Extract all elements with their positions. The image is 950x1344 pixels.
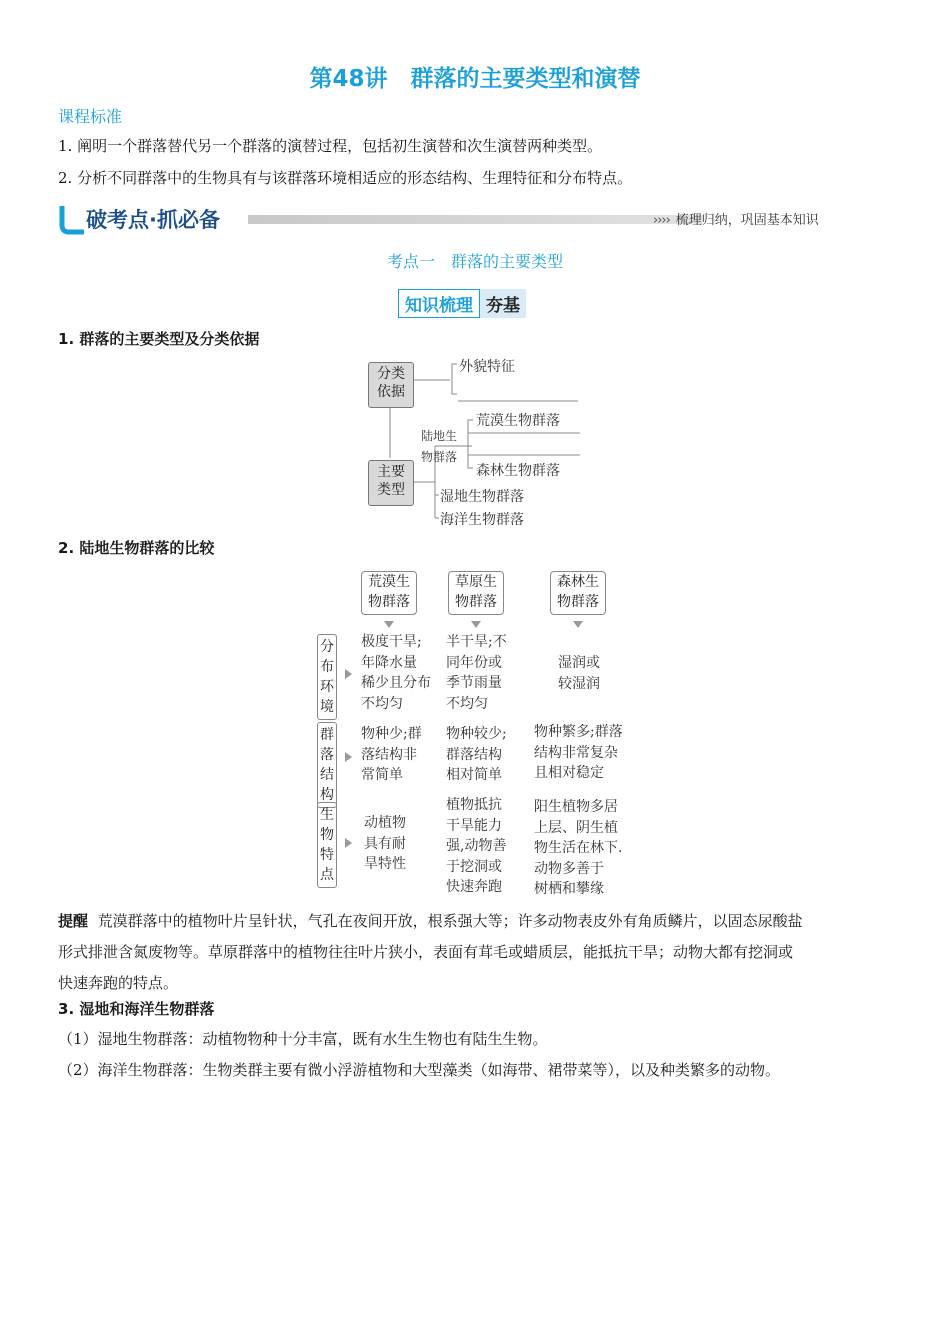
col-desert-l2: 物群落 [368, 594, 410, 610]
basis-appearance: 外貌特征 [459, 359, 515, 375]
cell-text: 群落结构 [446, 746, 502, 763]
cell-text: 树栖和攀缘 [534, 881, 604, 897]
cell-text: 动物多善于 [534, 860, 604, 877]
cell-text: 相对简单 [446, 767, 502, 783]
cell-text: 湿润或 [558, 655, 600, 671]
arrow-down-icon [573, 621, 583, 628]
cell-text: 半干旱;不 [446, 634, 507, 650]
row1-label-c1: 分 [320, 639, 334, 655]
cell-forest-environment [558, 653, 600, 694]
cell-text: 季节雨量 [446, 675, 502, 691]
cell-text: 稀少且分布 [361, 675, 431, 691]
cell-text: 快速奔跑 [446, 879, 502, 895]
node-classification-basis [368, 362, 414, 408]
banner-label: 破考点·抓必备 [86, 208, 220, 232]
cell-text: 物种少;群 [361, 726, 422, 742]
cell-desert-environment [361, 632, 431, 714]
note-line-3: 快速奔跑的特点。 [58, 974, 179, 992]
row1-label-c2: 布 [320, 659, 334, 675]
cell-text: 强,动物善 [446, 838, 507, 854]
row2-label-c2: 落 [320, 747, 334, 763]
cell-text: 于挖洞或 [446, 858, 502, 875]
col-forest [550, 571, 606, 615]
cell-grassland-characteristics [446, 795, 506, 898]
cell-text: 落结构非 [361, 746, 417, 763]
row2-label-c3: 结 [320, 767, 334, 783]
cell-text: 极度干旱; [361, 634, 422, 650]
row2-label-c1: 群 [320, 727, 334, 743]
note-line-2: 形式排泄含氮废物等。草原群落中的植物往往叶片狭小，表面有茸毛或蜡质层，能抵抗干旱；动物大都有挖洞或 [58, 943, 794, 961]
cell-text: 且相对稳定 [534, 765, 604, 781]
cell-text: 不均匀 [361, 695, 403, 712]
cell-text: 物种繁多;群落 [534, 724, 623, 740]
cell-text: 干旱能力 [446, 817, 502, 834]
cell-text: 旱特性 [364, 856, 406, 872]
banner-hook-icon [58, 203, 88, 235]
cell-text: 上层、阴生植 [534, 819, 618, 836]
banner-bar [248, 215, 703, 224]
node-types-line1: 主要 [377, 464, 405, 480]
node-basis-line1: 分类 [377, 366, 405, 382]
cell-text: 阳生植物多居 [534, 799, 618, 815]
row3-label-c2: 物 [320, 827, 334, 843]
arrow-right-icon [345, 838, 352, 848]
part2-heading [58, 537, 214, 558]
cell-desert-characteristics [364, 813, 406, 875]
land-forest: 森林生物群落 [476, 463, 560, 479]
col-desert-l1: 荒漠生 [368, 574, 410, 590]
row3-label-c4: 点 [320, 867, 334, 883]
badge-left: 知识梳理 [398, 289, 480, 318]
col-grassland [448, 571, 504, 615]
section-banner [58, 203, 858, 235]
cell-text: 物生活在林下. [534, 840, 623, 856]
land-desert: 荒漠生物群落 [476, 413, 560, 429]
note-line-1: 荒漠群落中的植物叶片呈针状，气孔在夜间开放，根系强大等；许多动物表皮外有角质鳞片，以固态尿酸盐 [97, 912, 803, 930]
cell-text: 植物抵抗 [446, 797, 502, 813]
cell-text: 同年份或 [446, 654, 502, 671]
badge-right: 夯基 [480, 289, 526, 318]
part1-num: 1 [58, 330, 69, 348]
land-label-2: 物群落 [421, 450, 458, 464]
cell-text: 不均匀 [446, 695, 488, 712]
curriculum-item-1: 1. 阐明一个群落替代另一个群落的演替过程，包括初生演替和次生演替两种类型。 [58, 137, 603, 155]
cell-text: 年降水量 [361, 654, 417, 671]
node-main-types [368, 460, 414, 506]
arrow-down-icon [384, 621, 394, 628]
cell-desert-structure [361, 724, 422, 786]
row-label-structure [317, 722, 337, 808]
note-paragraph [58, 906, 890, 999]
knowledge-badge [398, 289, 526, 317]
banner-right [653, 209, 819, 228]
part3-num: 3 [58, 1000, 69, 1018]
col-grass-l2: 物群落 [455, 594, 497, 610]
cell-forest-characteristics [534, 797, 622, 900]
cell-text: 物种较少; [446, 726, 507, 742]
cell-text: 常简单 [361, 767, 403, 783]
col-forest-l2: 物群落 [557, 594, 599, 610]
part3-text: . 湿地和海洋生物群落 [68, 1000, 215, 1018]
row3-label-c3: 特 [320, 847, 334, 863]
cell-text: 具有耐 [364, 835, 406, 852]
node-types-line2: 类型 [377, 482, 405, 498]
chevrons-icon: ›››› [653, 213, 670, 228]
col-forest-l1: 森林生 [557, 574, 599, 590]
col-desert [361, 571, 417, 615]
arrow-right-icon [345, 752, 352, 762]
row1-label-c4: 境 [320, 699, 334, 715]
row-label-characteristics [317, 802, 337, 888]
arrow-down-icon [471, 621, 481, 628]
part1-heading [58, 328, 259, 349]
curriculum-heading: 课程标准 [58, 107, 123, 126]
cell-text: 动植物 [364, 815, 406, 831]
part2-num: 2 [58, 539, 69, 557]
part3-heading [58, 998, 214, 1019]
part3-item-1: （1）湿地生物群落：动植物物种十分丰富，既有水生生物也有陆生生物。 [58, 1030, 548, 1048]
cell-forest-structure [534, 722, 623, 784]
cell-grassland-structure [446, 724, 507, 786]
type-ocean: 海洋生物群落 [440, 512, 524, 528]
cell-text: 结构非常复杂 [534, 744, 618, 761]
node-basis-line2: 依据 [377, 384, 405, 400]
arrow-right-icon [345, 669, 352, 679]
col-grass-l1: 草原生 [455, 574, 497, 590]
land-label-1: 陆地生 [421, 429, 458, 443]
page-title: 第48讲 群落的主要类型和演替 [309, 66, 641, 92]
banner-right-text: 梳理归纳，巩固基本知识 [675, 213, 819, 228]
row2-label-c4: 构 [320, 787, 334, 803]
part1-text: . 群落的主要类型及分类依据 [68, 330, 260, 348]
curriculum-item-2: 2. 分析不同群落中的生物具有与该群落环境相适应的形态结构、生理特征和分布特点。 [58, 169, 633, 187]
cell-text: 较湿润 [558, 675, 600, 692]
part2-text: . 陆地生物群落的比较 [68, 539, 215, 557]
row3-label-c1: 生 [320, 807, 334, 823]
type-wetland: 湿地生物群落 [440, 489, 524, 505]
cell-grassland-environment [446, 632, 507, 714]
row1-label-c3: 环 [320, 679, 334, 695]
row-label-environment [317, 634, 337, 720]
section-title: 考点一 群落的主要类型 [386, 252, 563, 271]
note-label: 提醒 [58, 912, 89, 930]
part3-item-2: （2）海洋生物群落：生物类群主要有微小浮游植物和大型藻类（如海带、裙带菜等），以及种类繁多的动物。 [58, 1061, 781, 1079]
